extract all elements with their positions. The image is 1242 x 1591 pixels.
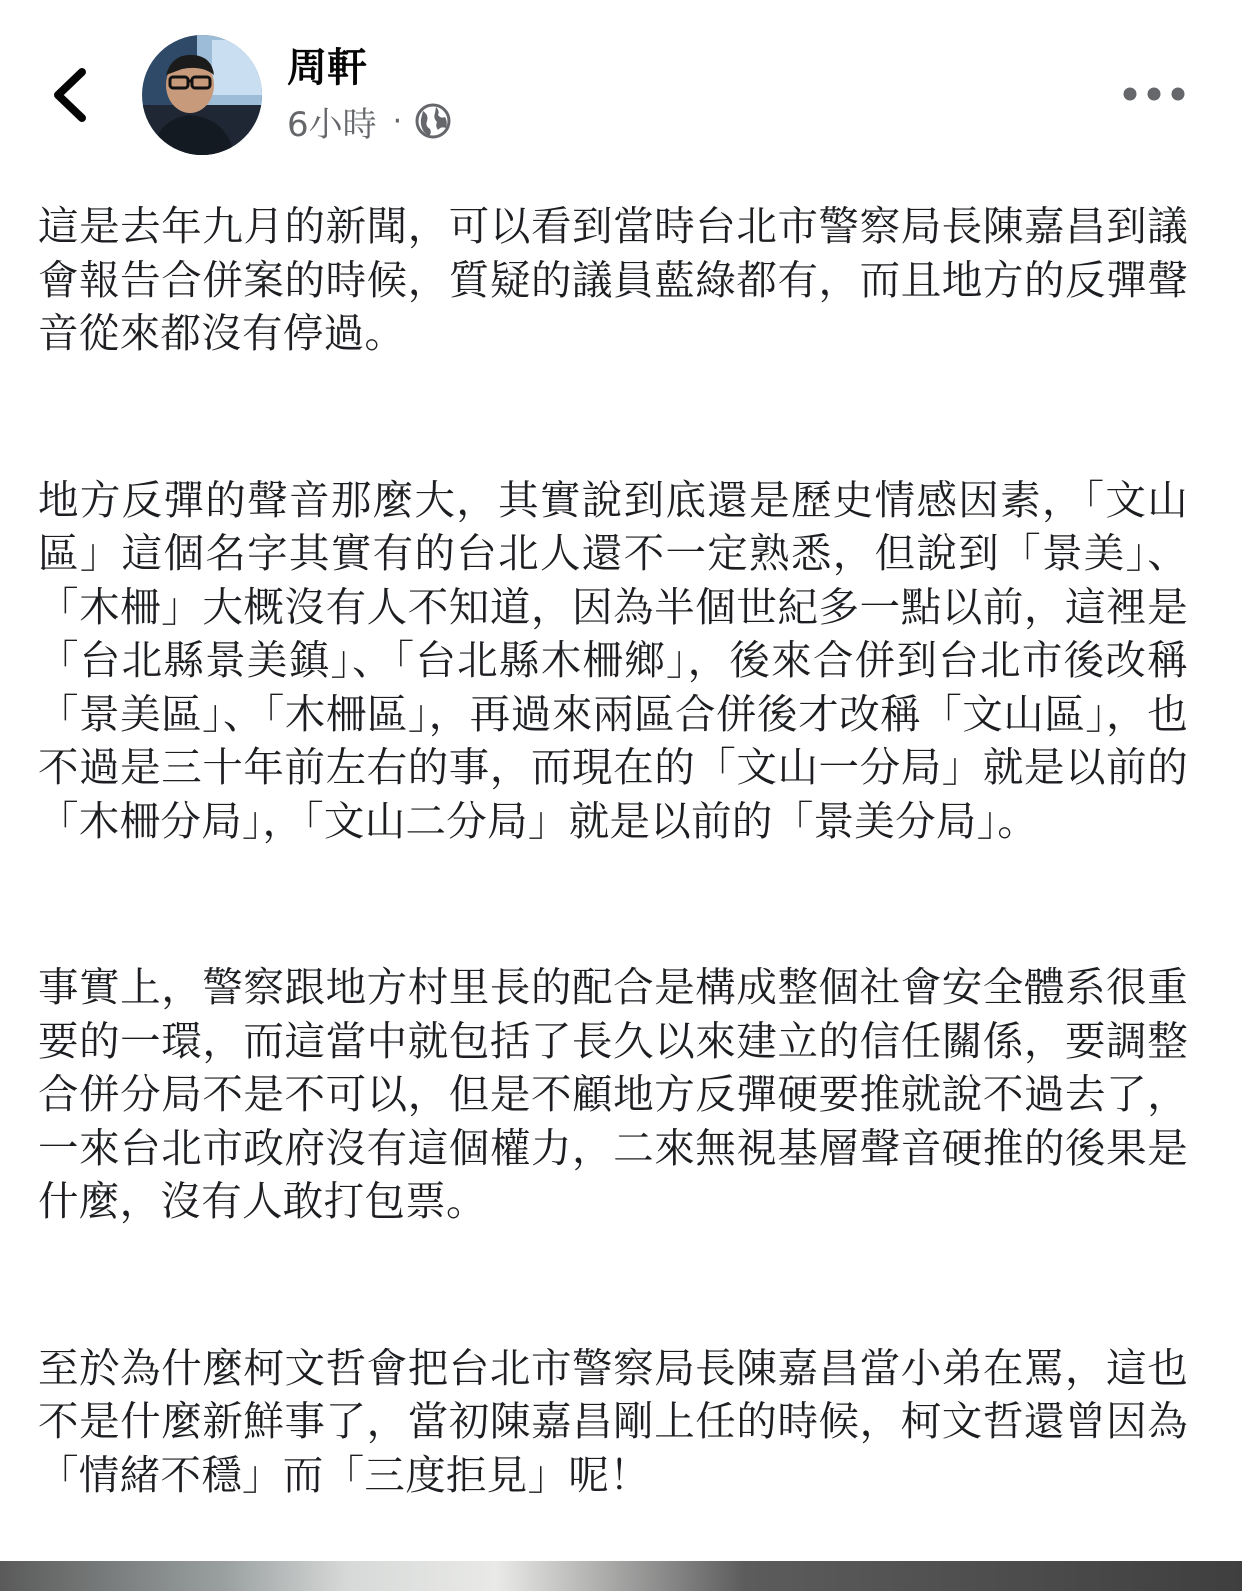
- chevron-left-icon: [44, 60, 104, 130]
- post-paragraph: 事實上，警察跟地方村里長的配合是構成整個社會安全體系很重要的一環，而這當中就包括了長久以來建立的信任關係，要調整合併分局不是不可以，但是不顧地方反彈硬要推就說不過去了，一來台北市政府沒有這個權力，二來無視基層聲音硬推的後果是什麼，沒有人敢打包票。: [38, 963, 1188, 1225]
- author-name[interactable]: 周軒: [287, 45, 367, 91]
- post-header: [0, 0, 1242, 170]
- post-timestamp[interactable]: 6小時: [287, 104, 377, 145]
- post-meta: [287, 98, 452, 144]
- globe-icon: [414, 102, 452, 140]
- avatar[interactable]: [142, 35, 262, 155]
- back-button[interactable]: [44, 60, 104, 130]
- meta-separator: ·: [392, 103, 403, 139]
- more-horizontal-icon: [1114, 76, 1194, 112]
- post-paragraph: 至於為什麼柯文哲會把台北市警察局長陳嘉昌當小弟在罵，這也不是什麼新鮮事了，當初陳嘉昌剛上任的時候，柯文哲還曾因為「情緒不穩」而「三度拒見」呢！: [38, 1343, 1188, 1499]
- attached-image-preview[interactable]: [0, 1561, 1242, 1591]
- post-paragraph: 地方反彈的聲音那麼大，其實說到底還是歷史情感因素，「文山區」這個名字其實有的台北人還不一定熟悉，但說到「景美」、「木柵」大概沒有人不知道，因為半個世紀多一點以前，這裡是「台北縣景美鎮」、「台北縣木柵鄉」，後來合併到台北市後改稱「景美區」、「木柵區」，再過來兩區合併後才改稱「文山區」，也不過是三十年前左右的事，而現在的「文山一分局」就是以前的「木柵分局」，「文山二分局」就是以前的「景美分局」。: [38, 475, 1188, 845]
- post-paragraph: 這是去年九月的新聞，可以看到當時台北市警察局長陳嘉昌到議會報告合併案的時候，質疑的議員藍綠都有，而且地方的反彈聲音從來都沒有停過。: [38, 202, 1188, 357]
- more-options-button[interactable]: [1114, 76, 1194, 112]
- post-body: [38, 200, 1188, 1502]
